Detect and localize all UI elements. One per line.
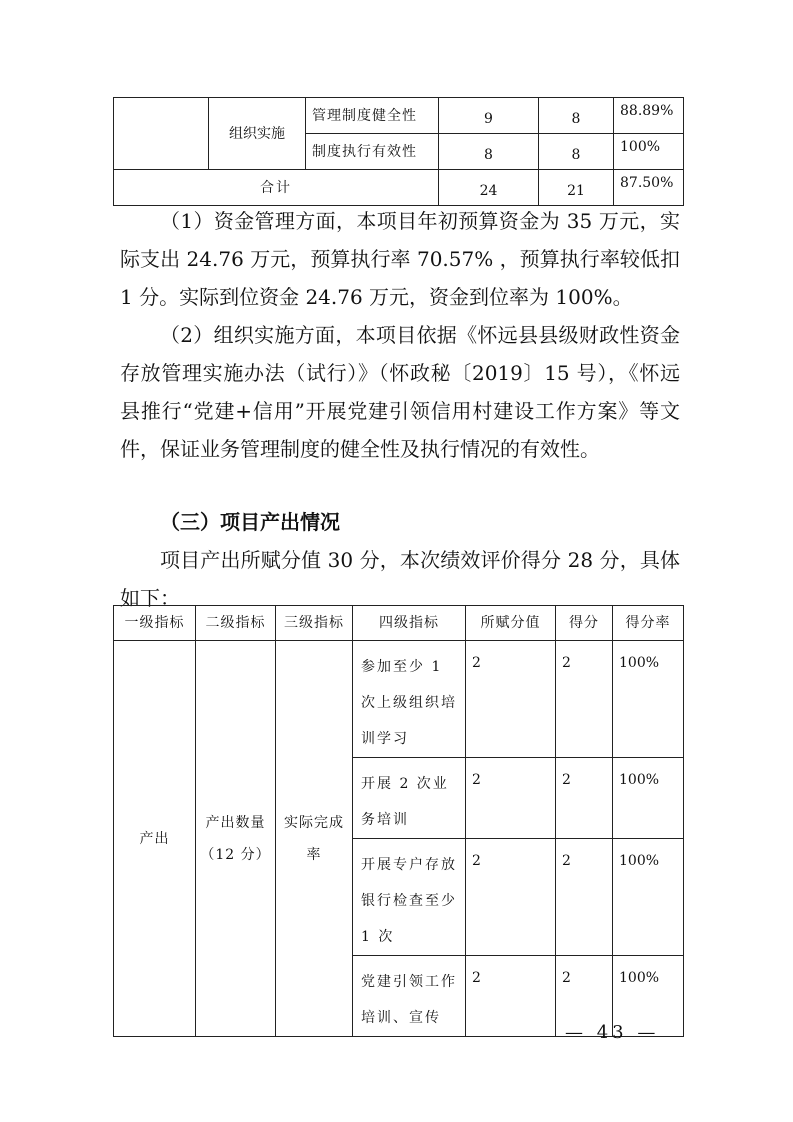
level1-cell: 产出 [114,641,196,1037]
level3-cell [276,641,353,1037]
table-cell: 2 [466,956,556,1037]
table-row [114,641,684,758]
table-cell: 2 [556,956,613,1037]
total-label: 合计 [114,170,439,206]
table-cell: 9 [439,98,539,134]
page-number: — 43 — [565,1022,660,1043]
level2-cell [196,641,276,1037]
column-header: 得分率 [613,606,684,641]
table-cell: 2 [466,839,556,956]
section-heading: （三）项目产出情况 [160,510,340,534]
level4-cell: 参加至少 1 次上级组织培训学习 [353,641,466,758]
column-header: 所赋分值 [466,606,556,641]
table-cell: 100% [613,758,684,839]
table-header-row [114,606,684,641]
table-row [114,98,684,134]
level4-cell: 党建引领工作培训、宣传 [353,956,466,1037]
table-cell: 2 [556,839,613,956]
table-cell: 24 [439,170,539,206]
paragraph-organization: （2）组织实施方面，本项目依据《怀远县县级财政性资金存放管理实施办法（试行）》（怀政秘〔2019〕15 号），《怀远县推行“党建+信用”开展党建引领信用村建设工作方案》等文件，保证业务管理制度的健全性及执行情况的有效性。 [120,323,680,461]
output-indicator-table [113,605,684,1037]
paragraph-output-intro: 项目产出所赋分值 30 分，本次绩效评价得分 28 分，具体如下： [120,548,680,610]
table-cell: 管理制度健全性 [306,98,439,134]
table-cell: 8 [439,134,539,170]
table-cell [114,98,209,170]
level2-name: 产出数量 [205,814,266,831]
table-cell: 21 [539,170,614,206]
column-header: 四级指标 [353,606,466,641]
table-cell: 2 [556,758,613,839]
paragraph-funds: （1）资金管理方面，本项目年初预算资金为 35 万元，实际支出 24.76 万元，预算执行率 70.57% ，预算执行率较低扣 1 分。实际到位资金 24.76 万元，资金到位率为 100%。 [120,209,680,309]
level4-cell: 开展专户存放银行检查至少 1 次 [353,839,466,956]
table-cell: 88.89% [614,98,684,134]
table-cell: 制度执行有效性 [306,134,439,170]
table-cell: 100% [613,956,684,1037]
table-cell: 8 [539,134,614,170]
table-cell: 2 [466,641,556,758]
table-cell: 8 [539,98,614,134]
column-header: 一级指标 [114,606,196,641]
column-header: 得分 [556,606,613,641]
table-cell: 87.50% [614,170,684,206]
table-row [114,170,684,206]
column-header: 三级指标 [276,606,353,641]
column-header: 二级指标 [196,606,276,641]
level2-score: （12 分） [200,846,271,863]
level4-cell: 开展 2 次业务培训 [353,758,466,839]
performance-table-continued [113,97,684,206]
table-cell: 100% [613,641,684,758]
table-cell: 100% [613,839,684,956]
table-cell: 100% [614,134,684,170]
table-cell: 组织实施 [209,98,306,170]
level3-line: 实际完成 [284,814,344,831]
table-cell: 2 [556,641,613,758]
level3-line: 率 [306,846,322,863]
table-cell: 2 [466,758,556,839]
